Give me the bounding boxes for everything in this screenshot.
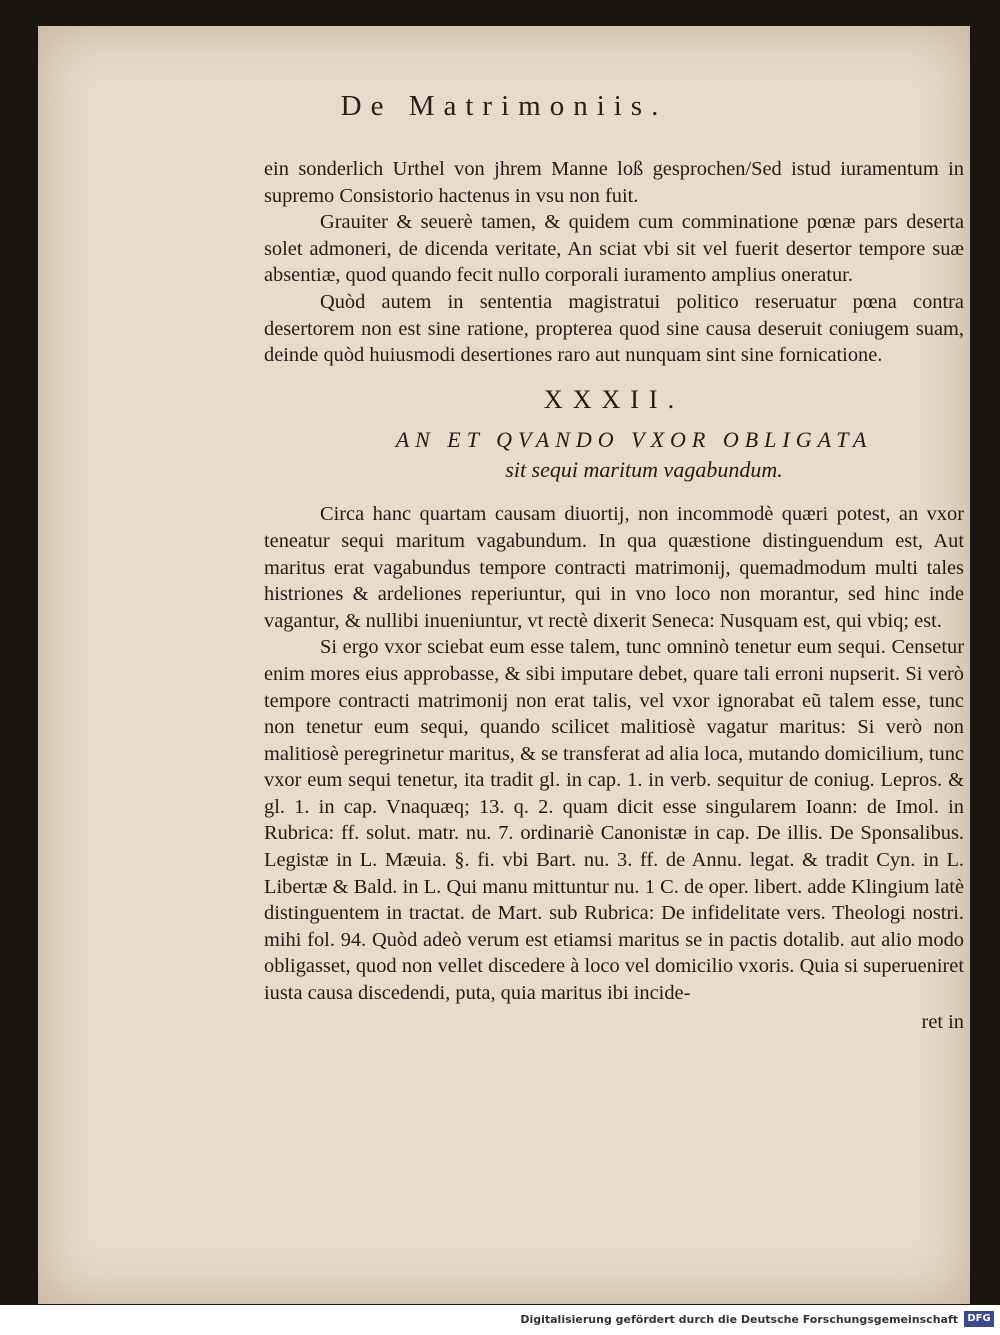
page-text xyxy=(264,156,964,1035)
paragraph: Circa hanc quartam causam diuortij, non incommodè quæri potest, an vxor teneatur sequi maritum vagabundum. In qua quæstione distinguendum est, Aut maritus erat vagabundus tempore contracti matrimonij, quemadmodum multi tales histriones & ardeliones reperiuntur, qui in vno loco non morantur, sed hinc inde vagantur, & nullibi inueniuntur, vt rectè dixerit Seneca: Nusquam est, qui vbiq; est. xyxy=(264,503,964,632)
dfg-logo: DFG xyxy=(964,1311,994,1327)
digitization-note: Digitalisierung gefördert durch die Deutsche Forschungsgemeinschaft xyxy=(520,1313,958,1326)
chapter-title-line2: sit sequi maritum vagabundum. xyxy=(505,457,783,483)
paragraph: Si ergo vxor sciebat eum esse talem, tunc omninò tenetur eum sequi. Censetur enim mores eius approbasse, & sibi imputare debet, quare tali erroni nupserit. Si verò tempore contracti matrimonij non erat talis, vel vxor ignorabat eũ talem esse, tunc non tenetur eum sequi, quando scilicet malitiosè vagatur maritus: Si verò non malitiosè peregrinetur maritus, & se transferat ad alia loca, mutando domicilium, tunc vxor eum sequi tenetur, ita tradit gl. in cap. 1. in verb. sequitur de coniug. Lepros. & gl. 1. in cap. Vnaquæq; 13. q. 2. quam dicit esse singularem Ioann: de Imol. in Rubrica: ff. solut. matr. nu. 7. ordinariè Canonistæ in cap. De illis. De Sponsalibus. Legistæ in L. Mæuia. §. fi. vbi Bart. nu. 3. ff. de Annu. legat. & tradit Cyn. in L. Libertæ & Bald. in L. Qui manu mittuntur nu. 1 C. de oper. libert. adde Klingium latè distinguentem in tractat. de Mart. sub Rubrica: De infidelitate vers. Theologi nostri. mihi fol. 94. Quòd adeò verum est etiamsi maritus se in pactis dotalib. aut alio modo obligasset, quod non vellet discedere à loco vel domicilio vxoris. Quia si superueniret iusta causa discedendi, puta, quia maritus ibi incide- xyxy=(264,636,964,1005)
footer-bar xyxy=(0,1305,1000,1335)
catchword: ret in xyxy=(921,1010,964,1033)
book-page xyxy=(38,26,970,1304)
paragraph: Grauiter & seuerè tamen, & quidem cum comminatione pœnæ pars deserta solet admoneri, de dicenda veritate, An sciat vbi sit vel fuerit desertor tempore suæ absentiæ, quod quando fecit nullo corporali iuramento amplius oneratur. xyxy=(264,211,964,287)
chapter-title-line1: AN ET QVANDO VXOR OBLIGATA xyxy=(395,427,873,453)
paragraph: Quòd autem in sententia magistratui politico reseruatur pœna contra desertorem non est sine ratione, propterea quod sine causa deseruit coniugem suam, deinde quòd huiusmodi desertiones raro aut nunquam sint sine fornicatione. xyxy=(264,290,964,367)
chapter-number: XXXII. xyxy=(543,384,685,414)
running-title: De Matrimoniis. xyxy=(340,90,668,122)
paragraph: ein sonderlich Urthel von jhrem Manne loß gesprochen/Sed istud iuramentum in supremo Consistorio hactenus in vsu non fuit. xyxy=(264,158,964,207)
